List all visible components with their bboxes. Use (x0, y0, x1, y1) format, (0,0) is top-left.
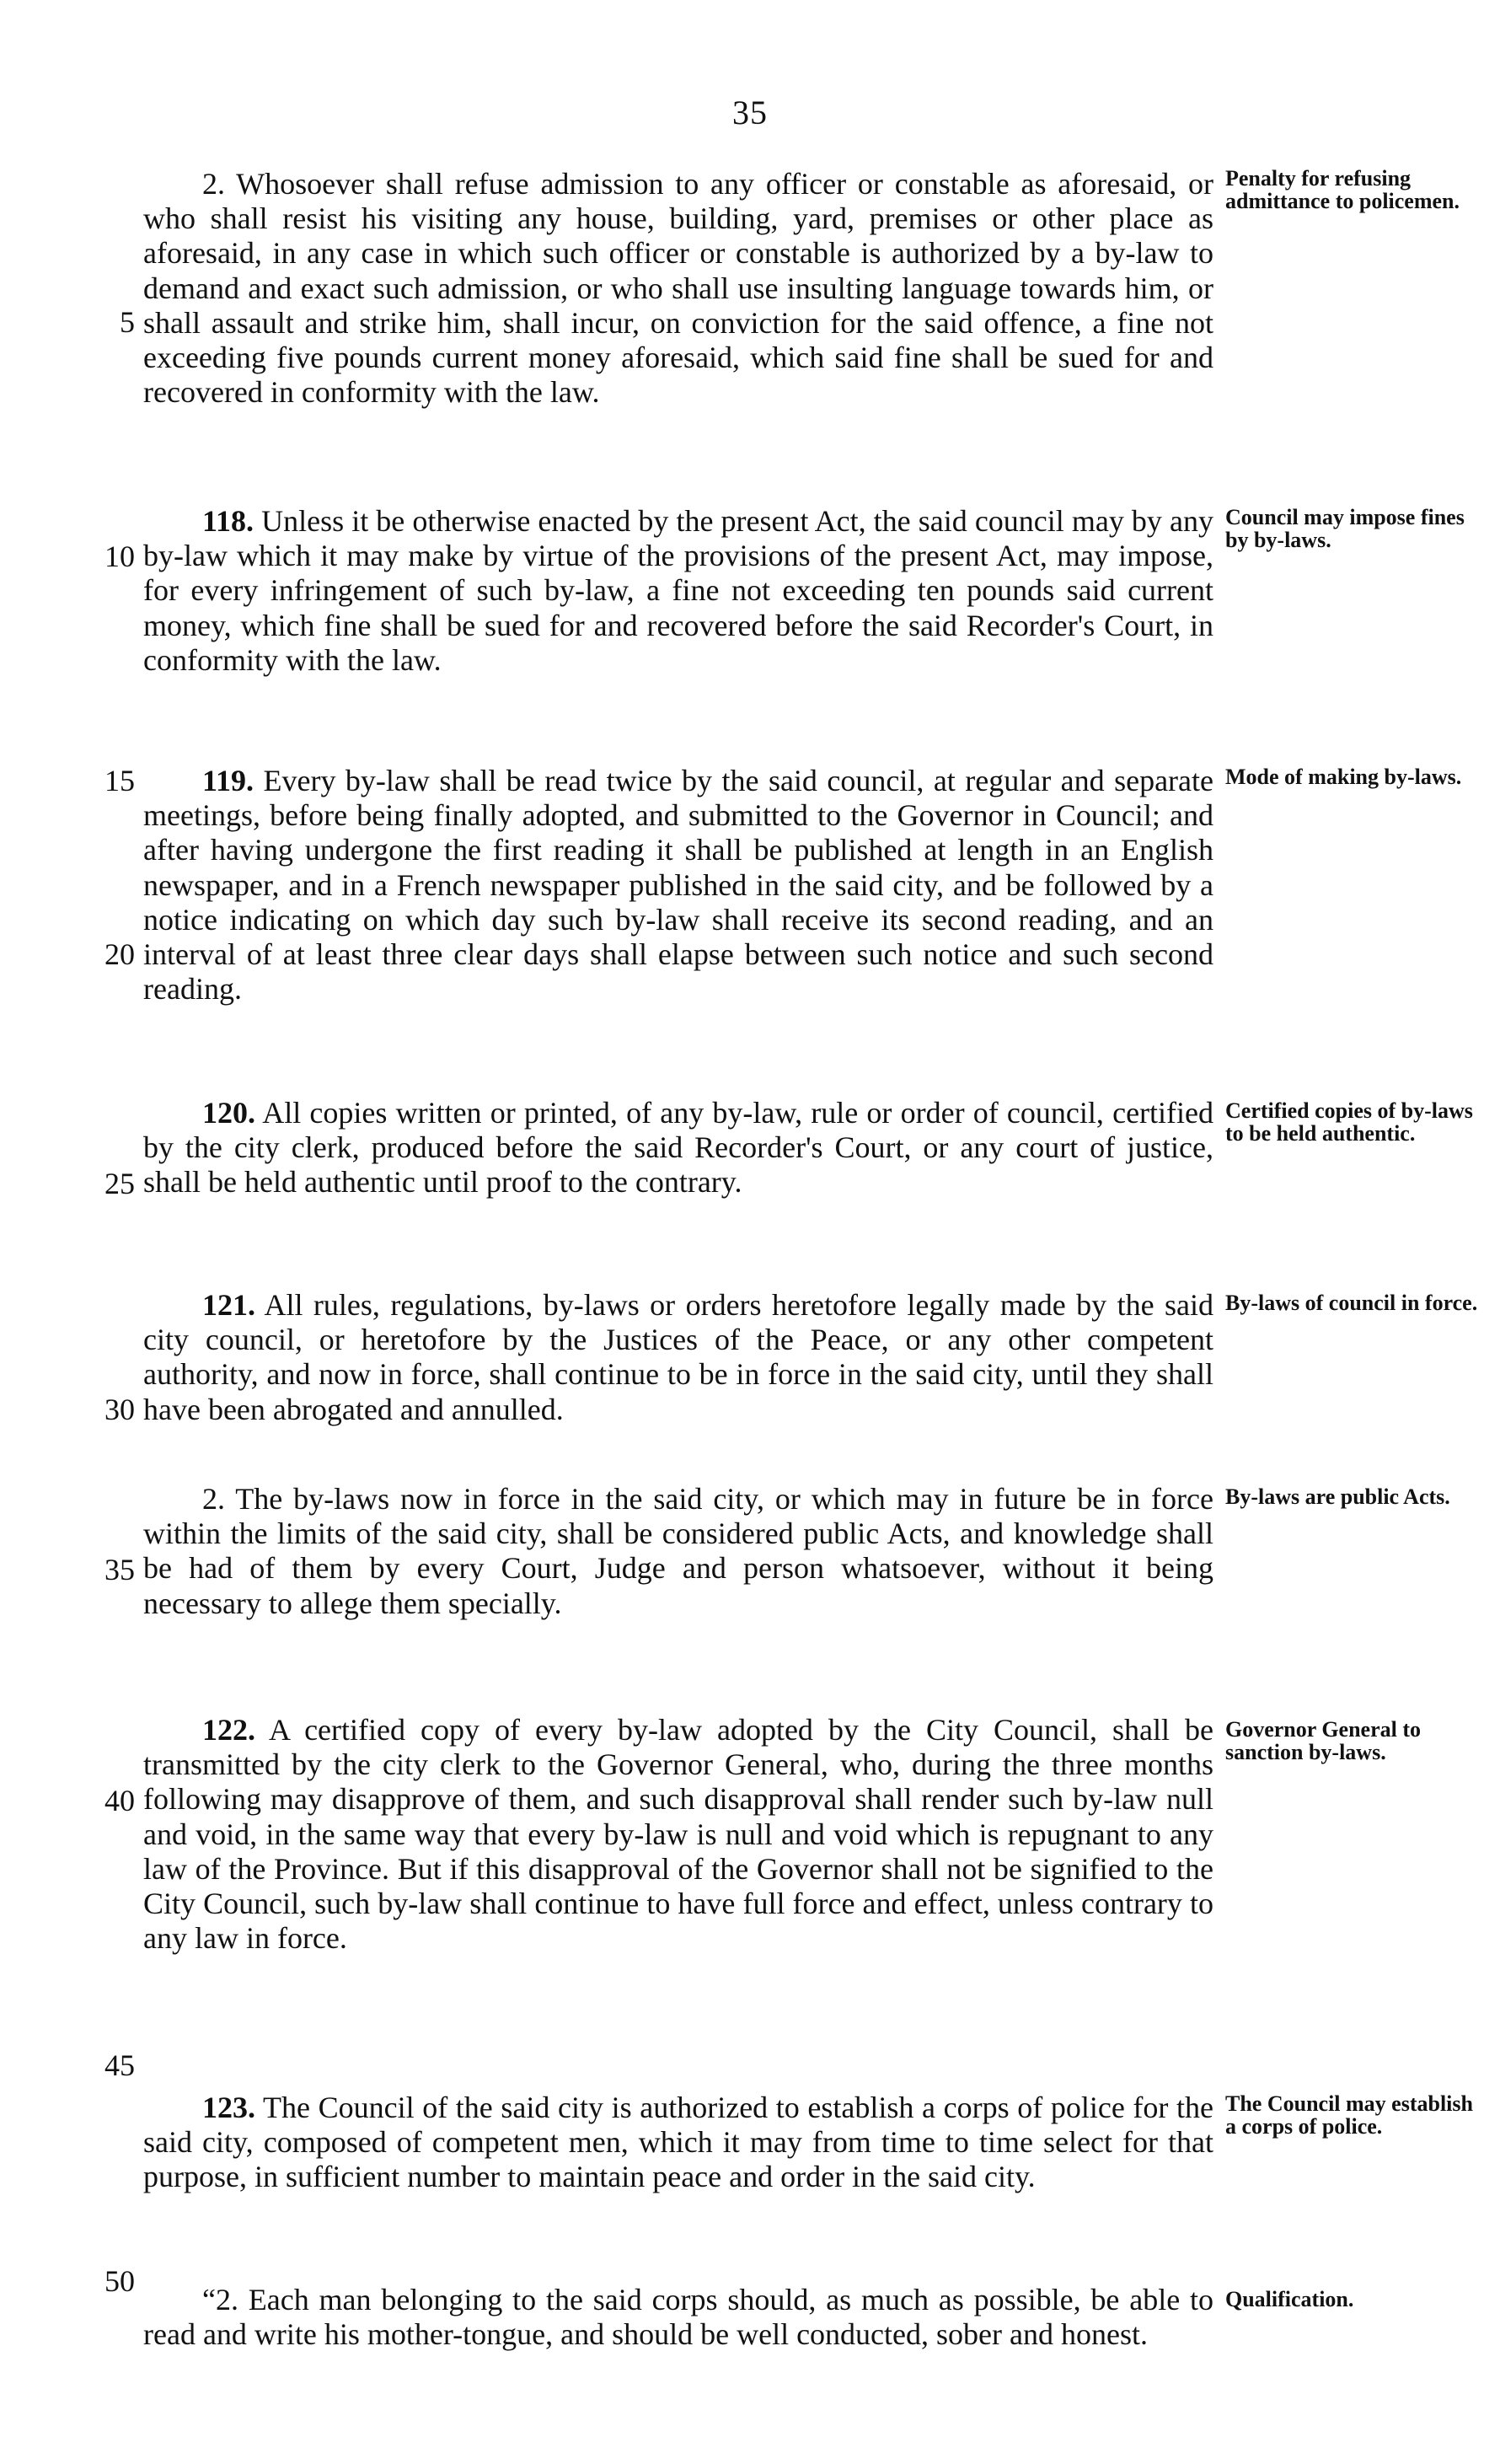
section-text: “2. Each man belonging to the said corps should, as much as possible, be able to read and write his mother-tongue, and should be well conducted, sober and honest. (143, 2283, 1213, 2352)
margin-note: Qualification. (1225, 2287, 1354, 2311)
line-number: 45 (104, 2048, 135, 2082)
line-number: 15 (104, 764, 135, 797)
line-number: 20 (104, 937, 135, 971)
section-text: 2. The by-laws now in force in the said city, or which may in future be in force within the limits of the said city, shall be considered public Acts, and knowledge shall be had of them by every Court, Judge and person whatsoever, without it being necessary to allege them specially. (143, 1482, 1213, 1620)
margin-note: Mode of making by-laws. (1225, 765, 1462, 789)
section-text (143, 504, 1213, 678)
line-number: 35 (104, 1553, 135, 1586)
section-text (143, 764, 1213, 1007)
margin-note: Penalty for refusing admittance to policemen. (1225, 166, 1460, 213)
section-body: All copies written or printed, of any by-law, rule or order of council, certified by the city clerk, produced before the said Recorder's Court, or any court of justice, shall be held authentic until proof to the contrary. (143, 1096, 1214, 1200)
page-number: 35 (732, 94, 768, 132)
margin-note: Council may impose fines by by-laws. (1225, 505, 1465, 552)
section-number: 122. (202, 1713, 255, 1747)
line-number: 50 (104, 2264, 135, 2298)
margin-note: Governor General to sanction by-laws. (1225, 1717, 1422, 1764)
section-number: 123. (202, 2091, 255, 2124)
section-number: 121. (202, 1288, 255, 1322)
line-number: 40 (104, 1784, 135, 1817)
section-text (143, 2091, 1213, 2195)
section-body: Unless it be otherwise enacted by the present Act, the said council may by any by-law which it may make by virtue of the provisions of the present Act, may impose, for every infringement of such by-law, a fine not exceeding ten pounds said current money, which fine shall be sued for and recovered before the said Recorder's Court, in conformity with the law. (143, 504, 1213, 677)
line-number: 25 (104, 1167, 135, 1200)
section-number: 119. (202, 764, 254, 797)
line-number: 30 (104, 1393, 135, 1426)
section-text (143, 1713, 1213, 1956)
section-number: 120. (202, 1096, 255, 1130)
section-body: All rules, regulations, by-laws or orders heretofore legally made by the said city council, or heretofore by the Justices of the Peace, or any other competent authority, and now in force, shall continue to be in force in the said city, until they shall have been abrogated and annulled. (143, 1288, 1214, 1426)
section-text: 2. Whosoever shall refuse admission to any officer or constable as aforesaid, or who shall resist his visiting any house, building, yard, premises or other place as aforesaid, in any case in which such officer or constable is authorized by a by-law to demand and exact such admission, or who shall use insulting language towards him, or shall assault and strike him, shall incur, on conviction for the said offence, a fine not exceeding five pounds current money aforesaid, which said fine shall be sued for and recovered in conformity with the law. (143, 167, 1213, 410)
margin-note: By-laws are public Acts. (1225, 1484, 1450, 1509)
section-text (143, 1096, 1213, 1200)
margin-note: By-laws of council in force. (1225, 1291, 1478, 1315)
section-body: The Council of the said city is authorized to establish a corps of police for the said city, composed of competent men, which it may from time to time select for that purpose, in sufficient number to maintain peace and order in the said city. (143, 2091, 1213, 2194)
section-body: Every by-law shall be read twice by the said council, at regular and separate meetings, before being finally adopted, and submitted to the Governor in Council; and after having undergone the first reading it shall be published at length in an English newspaper, and in a French newspaper published in the said city, and be followed by a notice indicating on which day such by-law shall receive its second reading, and an interval of at least three clear days shall elapse between such notice and such second reading. (143, 764, 1214, 1007)
margin-note: The Council may establish a corps of police. (1225, 2091, 1473, 2139)
section-body: A certified copy of every by-law adopted by the City Council, shall be transmitted by the city clerk to the Governor General, who, during the three months following may disapprove of them, and such disapproval shall render such by-law null and void, in the same way that every by-law is null and void which is repugnant to any law of the Province. But if this disapproval of the Governor shall not be signified to the City Council, such by-law shall continue to have full force and effect, unless contrary to any law in force. (143, 1713, 1214, 1956)
section-number: 118. (202, 504, 254, 538)
line-number: 10 (104, 540, 135, 573)
line-number: 5 (120, 305, 135, 339)
margin-note: Certified copies of by-laws to be held authentic. (1225, 1098, 1473, 1146)
section-text (143, 1288, 1213, 1427)
